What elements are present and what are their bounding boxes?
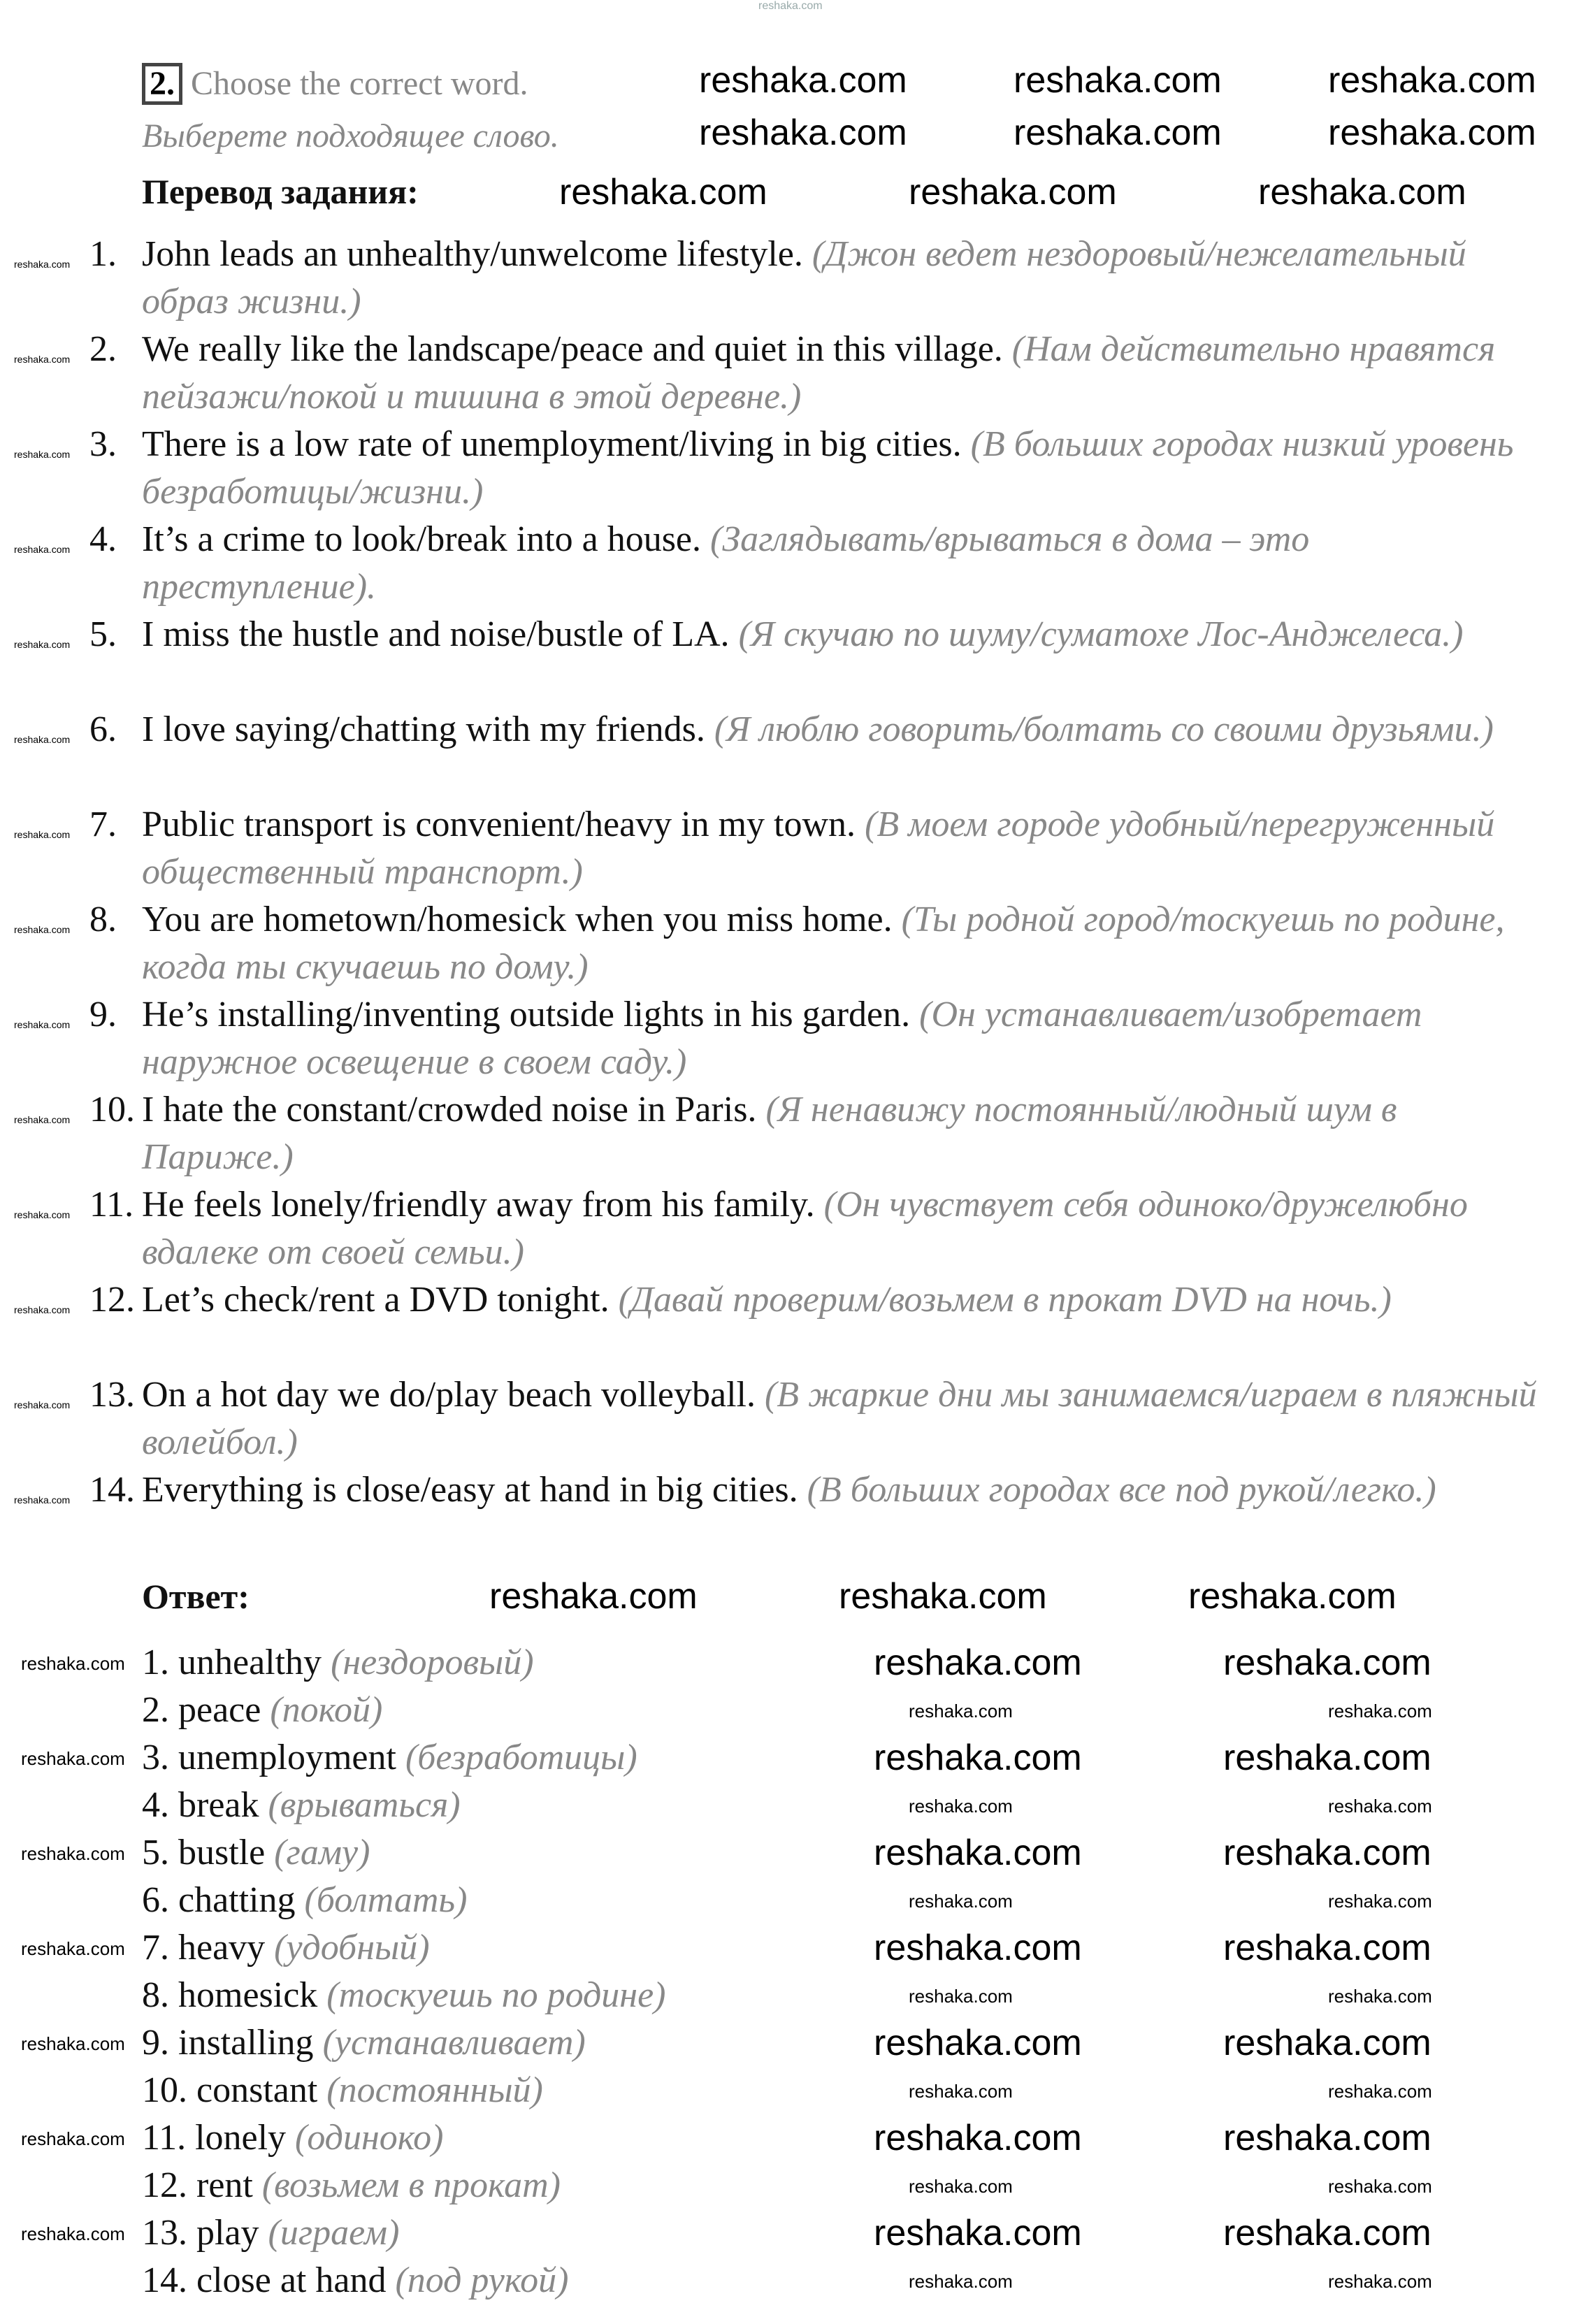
exercise-item (89, 1276, 1550, 1371)
exercise-item (89, 1086, 1550, 1181)
item-sentence: There is a low rate of unemployment/living in big cities. (142, 424, 962, 464)
answer-translation: (устанавливает) (322, 2023, 586, 2063)
answer-translation: (играем) (268, 2213, 400, 2253)
watermark: reshaka.com (839, 1576, 1047, 1617)
item-translation: (Я люблю говорить/болтать со своими друзьями.) (714, 709, 1494, 749)
watermark: reshaka.com (21, 1653, 125, 1674)
answer-word: 1. unhealthy (142, 1643, 322, 1682)
watermark: reshaka.com (874, 1833, 1082, 1873)
exercise-item (89, 421, 1550, 516)
answer-translation: (покой) (270, 1690, 383, 1730)
answer-heading: Ответ: (142, 1577, 250, 1616)
item-translation: (Я ненавижу постоянный/людный шум в Париже.) (142, 1090, 1397, 1177)
watermark: reshaka.com (909, 172, 1117, 212)
watermark: reshaka.com (1223, 2118, 1432, 2158)
answer-word: 13. play (142, 2213, 259, 2253)
watermark: reshaka.com (874, 1928, 1082, 1968)
item-sentence: Public transport is convenient/heavy in my town. (142, 804, 856, 844)
item-sentence: John leads an unhealthy/unwelcome lifestyle. (142, 234, 803, 274)
answer-translation: (одиноко) (295, 2118, 444, 2158)
watermark: reshaka.com (1328, 1701, 1432, 1722)
watermark: reshaka.com (1328, 2271, 1432, 2292)
watermark: reshaka.com (758, 0, 823, 12)
answer-item (142, 1734, 665, 1782)
answer-translation: (болтать) (304, 1880, 468, 1920)
watermark: reshaka.com (1188, 1576, 1397, 1617)
watermark: reshaka.com (14, 1209, 71, 1220)
exercise-item (89, 896, 1550, 991)
watermark: reshaka.com (874, 2213, 1082, 2253)
watermark: reshaka.com (21, 1938, 125, 1959)
answer-translation: (нездоровый) (331, 1643, 534, 1682)
item-translation: (В моем городе удобный/перегруженный общественный транспорт.) (142, 804, 1495, 892)
exercise-item (89, 1371, 1550, 1466)
watermark: reshaka.com (1328, 2176, 1432, 2197)
item-number: 5. (89, 614, 117, 654)
watermark: reshaka.com (21, 2223, 125, 2244)
watermark: reshaka.com (21, 1843, 125, 1864)
watermark: reshaka.com (874, 1738, 1082, 1778)
exercise-item (89, 1466, 1550, 1561)
watermark: reshaka.com (1258, 172, 1466, 212)
answer-word: 14. close at hand (142, 2260, 387, 2300)
watermark: reshaka.com (14, 1399, 71, 1410)
item-number: 9. (89, 995, 117, 1034)
watermark: reshaka.com (559, 172, 767, 212)
answer-word: 4. break (142, 1785, 259, 1825)
item-translation: (В больших городах все под рукой/легко.) (807, 1470, 1436, 1510)
answer-item (142, 2019, 665, 2067)
item-number: 2. (89, 329, 117, 369)
watermark: reshaka.com (874, 1643, 1082, 1683)
item-number: 14. (89, 1470, 135, 1510)
answer-word: 9. installing (142, 2023, 314, 2063)
watermark: reshaka.com (1223, 1833, 1432, 1873)
watermark: reshaka.com (874, 2023, 1082, 2063)
watermark: reshaka.com (21, 2128, 125, 2149)
watermark: reshaka.com (909, 1701, 1013, 1722)
watermark: reshaka.com (909, 1986, 1013, 2007)
answer-item (142, 1687, 665, 1734)
item-translation: (Заглядывать/врываться в дома – это преступление). (142, 519, 1310, 607)
watermark: reshaka.com (1014, 60, 1222, 101)
watermark: reshaka.com (909, 1796, 1013, 1817)
watermark: reshaka.com (909, 2081, 1013, 2102)
item-sentence: I love saying/chatting with my friends. (142, 709, 705, 749)
item-translation: (Нам действительно нравятся пейзажи/покой и тишина в этой деревне.) (142, 329, 1496, 417)
exercise-item (89, 801, 1550, 896)
answer-item (142, 1782, 665, 1829)
watermark: reshaka.com (699, 113, 907, 153)
watermark: reshaka.com (14, 1304, 71, 1315)
translation-heading: Перевод задания: (142, 172, 419, 211)
item-sentence: Let’s check/rent a DVD tonight. (142, 1280, 610, 1320)
answer-translation: (возьмем в прокат) (261, 2165, 561, 2205)
answer-word: 11. lonely (142, 2118, 287, 2158)
answer-translation: (под рукой) (395, 2260, 569, 2300)
watermark: reshaka.com (14, 924, 71, 935)
item-sentence: Everything is close/easy at hand in big cities. (142, 1470, 798, 1510)
answer-translation: (тоскуешь по родине) (326, 1975, 666, 2015)
item-translation: (Ты родной город/тоскуешь по родине, когда ты скучаешь по дому.) (142, 900, 1505, 987)
watermark: reshaka.com (14, 259, 71, 270)
item-number: 13. (89, 1375, 135, 1415)
exercise-list (89, 231, 1550, 1561)
task-instruction-ru: Выберете подходящее слово. (142, 117, 559, 154)
watermark: reshaka.com (14, 829, 71, 840)
exercise-item (89, 231, 1550, 326)
watermark: reshaka.com (21, 2033, 125, 2054)
item-number: 7. (89, 804, 117, 844)
item-sentence: On a hot day we do/play beach volleyball. (142, 1375, 756, 1415)
answer-word: 10. constant (142, 2070, 318, 2110)
item-translation: (В жаркие дни мы занимаемся/играем в пляжный волейбол.) (142, 1375, 1537, 1462)
answer-item (142, 2067, 665, 2114)
watermark: reshaka.com (1223, 2023, 1432, 2063)
task-instruction (142, 63, 528, 105)
watermark: reshaka.com (699, 60, 907, 101)
answer-translation: (безработицы) (405, 1738, 637, 1777)
watermark: reshaka.com (909, 1891, 1013, 1912)
watermark: reshaka.com (1223, 1643, 1432, 1683)
item-number: 3. (89, 424, 117, 464)
answer-item (142, 2209, 665, 2257)
item-sentence: He feels lonely/friendly away from his family. (142, 1185, 815, 1225)
watermark: reshaka.com (1328, 1891, 1432, 1912)
answer-translation: (удобный) (274, 1928, 430, 1968)
answer-word: 6. chatting (142, 1880, 296, 1920)
item-translation: (Давай проверим/возьмем в прокат DVD на ночь.) (618, 1280, 1392, 1320)
item-sentence: It’s a crime to look/break into a house. (142, 519, 702, 559)
watermark: reshaka.com (21, 1748, 125, 1769)
item-number: 10. (89, 1090, 135, 1129)
item-translation: (Он чувствует себя одиноко/дружелюбно вдалеке от своей семьи.) (142, 1185, 1468, 1272)
answer-item (142, 1829, 665, 1877)
watermark: reshaka.com (1328, 1986, 1432, 2007)
watermark: reshaka.com (1223, 1928, 1432, 1968)
exercise-item (89, 611, 1550, 706)
watermark: reshaka.com (1328, 60, 1536, 101)
exercise-item (89, 1181, 1550, 1276)
answer-word: 12. rent (142, 2165, 253, 2205)
answer-word: 2. peace (142, 1690, 261, 1730)
exercise-item (89, 326, 1550, 421)
answer-item (142, 1924, 665, 1972)
watermark: reshaka.com (14, 449, 71, 460)
item-number: 6. (89, 709, 117, 749)
item-translation: (Я скучаю по шуму/суматохе Лос-Анджелеса.) (738, 614, 1464, 654)
watermark: reshaka.com (909, 2271, 1013, 2292)
item-number: 8. (89, 900, 117, 939)
watermark: reshaka.com (1014, 113, 1222, 153)
answer-translation: (гаму) (274, 1833, 370, 1872)
watermark: reshaka.com (1223, 1738, 1432, 1778)
answer-item (142, 1877, 665, 1924)
watermark: reshaka.com (14, 1494, 71, 1506)
watermark: reshaka.com (874, 2118, 1082, 2158)
task-instruction-text: Choose the correct word. (191, 65, 528, 102)
answer-word: 7. heavy (142, 1928, 266, 1968)
watermark: reshaka.com (14, 354, 71, 365)
answer-word: 5. bustle (142, 1833, 266, 1872)
item-translation: (В больших городах низкий уровень безработицы/жизни.) (142, 424, 1514, 512)
answer-item (142, 1639, 665, 1687)
answer-translation: (врываться) (268, 1785, 461, 1825)
item-translation: (Джон ведет нездоровый/нежелательный образ жизни.) (142, 234, 1466, 322)
exercise-item (89, 706, 1550, 801)
item-sentence: You are hometown/homesick when you miss home. (142, 900, 893, 939)
watermark: reshaka.com (14, 734, 71, 745)
answer-word: 3. unemployment (142, 1738, 396, 1777)
item-number: 1. (89, 234, 117, 274)
item-sentence: I hate the constant/crowded noise in Paris. (142, 1090, 757, 1129)
answer-list (142, 1639, 665, 2304)
answer-item (142, 2257, 665, 2304)
answer-word: 8. homesick (142, 1975, 318, 2015)
watermark: reshaka.com (1328, 2081, 1432, 2102)
exercise-item (89, 991, 1550, 1086)
item-number: 4. (89, 519, 117, 559)
watermark: reshaka.com (1328, 1796, 1432, 1817)
item-translation: (Он устанавливает/изобретает наружное освещение в своем саду.) (142, 995, 1422, 1082)
watermark: reshaka.com (14, 639, 71, 650)
watermark: reshaka.com (14, 1019, 71, 1030)
watermark: reshaka.com (489, 1576, 698, 1617)
watermark: reshaka.com (14, 1114, 71, 1125)
item-sentence: I miss the hustle and noise/bustle of LA. (142, 614, 730, 654)
item-sentence: We really like the landscape/peace and quiet in this village. (142, 329, 1003, 369)
answer-item (142, 1972, 665, 2019)
answer-translation: (постоянный) (326, 2070, 543, 2110)
answer-item (142, 2162, 665, 2209)
answer-item (142, 2114, 665, 2162)
item-number: 11. (89, 1185, 134, 1225)
watermark: reshaka.com (1328, 113, 1536, 153)
task-number: 2. (142, 63, 182, 105)
watermark: reshaka.com (14, 544, 71, 555)
item-sentence: He’s installing/inventing outside lights in his garden. (142, 995, 911, 1034)
item-number: 12. (89, 1280, 135, 1320)
exercise-item (89, 516, 1550, 611)
watermark: reshaka.com (1223, 2213, 1432, 2253)
watermark: reshaka.com (909, 2176, 1013, 2197)
